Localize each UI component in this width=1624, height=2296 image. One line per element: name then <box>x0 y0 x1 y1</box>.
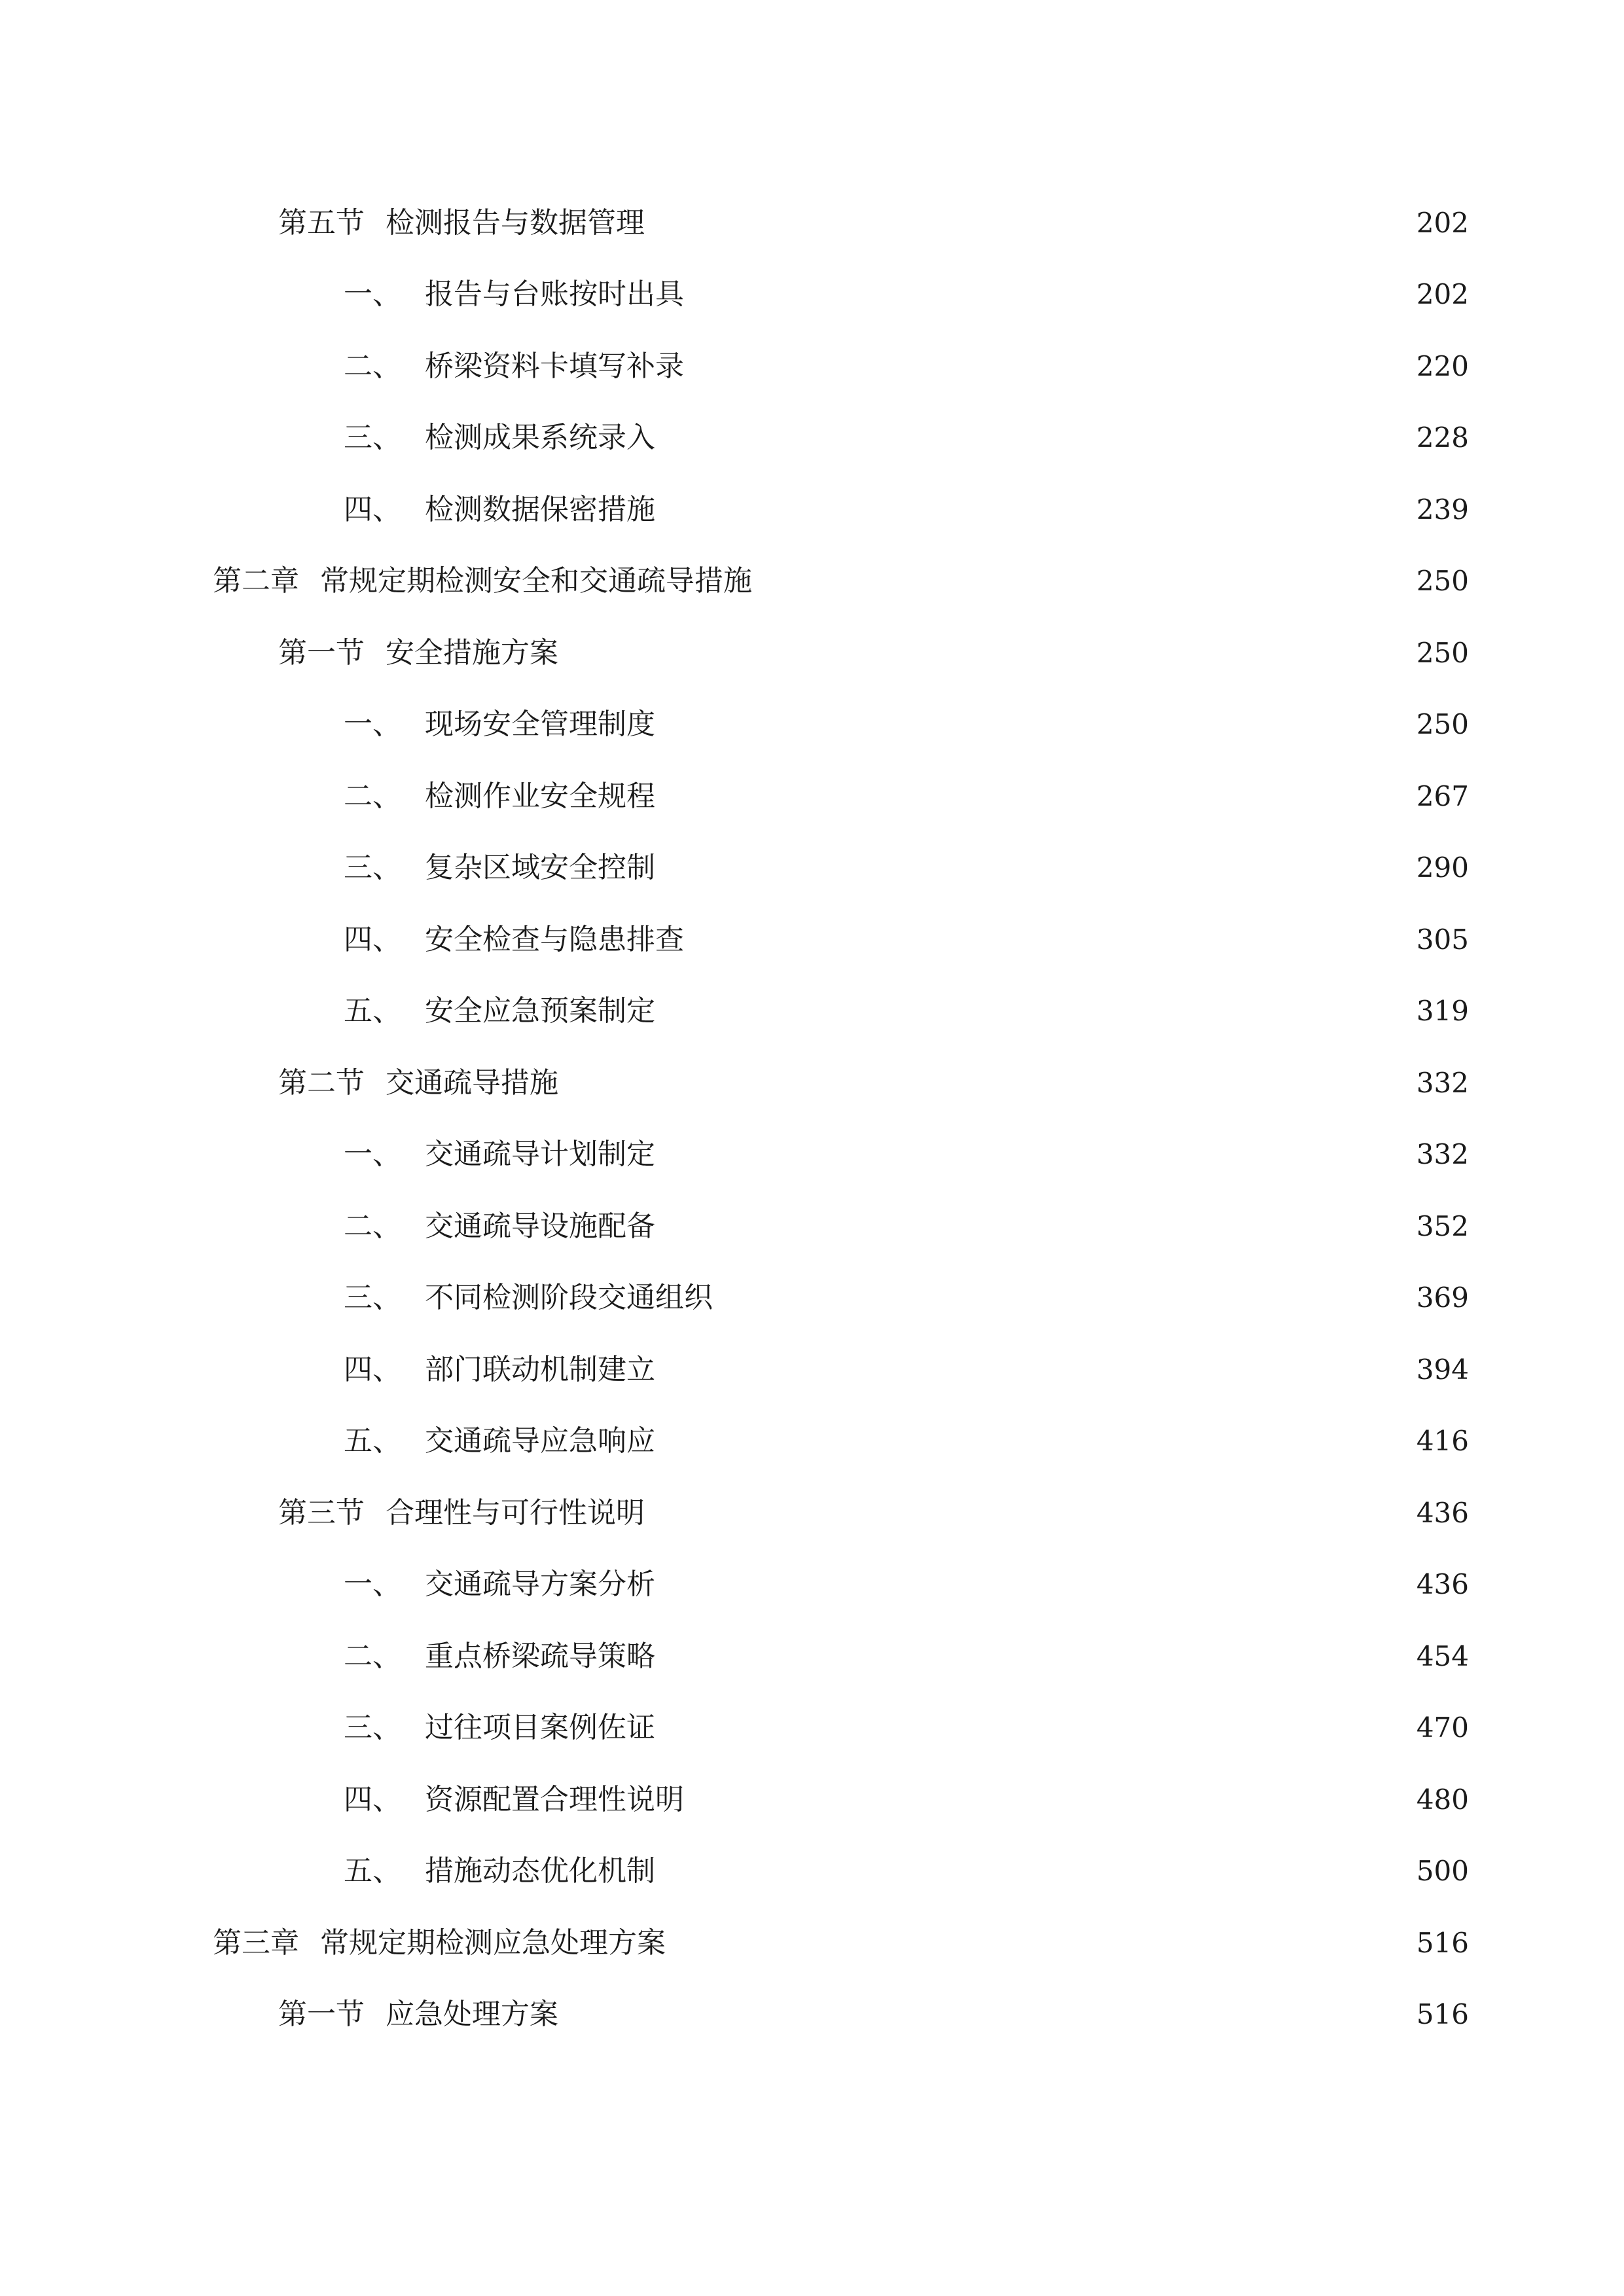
dot-leader <box>660 1713 1402 1742</box>
toc-page-number: 228 <box>1416 422 1469 454</box>
dot-leader <box>650 1499 1402 1528</box>
toc-page-number: 516 <box>1416 1926 1469 1959</box>
toc-entry-title: 交通疏导措施 <box>386 1066 558 1100</box>
toc-entry-number: 第三节 <box>278 1496 365 1530</box>
toc-subsection-entry[interactable] <box>0 1549 1624 1621</box>
toc-subsection-entry[interactable] <box>0 1191 1624 1263</box>
toc-entry-title: 交通疏导应急响应 <box>425 1424 655 1458</box>
toc-entry-title: 桥梁资料卡填写补录 <box>425 349 684 383</box>
toc-page-number: 470 <box>1416 1712 1469 1744</box>
toc-entry-number: 一、 <box>344 1568 401 1602</box>
toc-page-number: 250 <box>1416 565 1469 598</box>
dot-leader <box>757 567 1402 596</box>
dot-leader <box>660 1857 1402 1886</box>
toc-entry-title: 安全应急预案制定 <box>425 994 655 1028</box>
toc-page-number: 202 <box>1416 278 1469 311</box>
toc-page-number: 369 <box>1416 1282 1469 1314</box>
toc-entry-title: 常规定期检测应急处理方案 <box>320 1926 666 1960</box>
dot-leader <box>660 997 1402 1026</box>
toc-entry-title: 过往项目案例佐证 <box>425 1711 655 1745</box>
toc-section-entry[interactable] <box>0 1047 1624 1119</box>
toc-subsection-entry[interactable] <box>0 474 1624 546</box>
dot-leader <box>689 1785 1402 1814</box>
toc-section-entry[interactable] <box>0 617 1624 689</box>
toc-page-number: 436 <box>1416 1496 1469 1529</box>
toc-page-number: 319 <box>1416 995 1469 1028</box>
toc-entry-title: 报告与台账按时出具 <box>425 278 684 312</box>
toc-entry-title: 不同检测阶段交通组织 <box>425 1281 713 1315</box>
toc-subsection-entry[interactable] <box>0 1836 1624 1908</box>
toc-subsection-entry[interactable] <box>0 1334 1624 1406</box>
toc-entry-title: 检测作业安全规程 <box>425 779 655 813</box>
toc-entry-number: 一、 <box>344 708 401 742</box>
toc-entry-title: 交通疏导方案分析 <box>425 1568 655 1602</box>
toc-entry-title: 检测数据保密措施 <box>425 492 655 526</box>
dot-leader <box>660 853 1402 882</box>
dot-leader <box>660 710 1402 739</box>
dot-leader <box>660 495 1402 524</box>
toc-subsection-entry[interactable] <box>0 1263 1624 1335</box>
toc-entry-number: 三、 <box>344 421 401 455</box>
dot-leader <box>660 782 1402 811</box>
toc-subsection-entry[interactable] <box>0 833 1624 905</box>
toc-entry-number: 二、 <box>344 1209 401 1243</box>
toc-entry-title: 合理性与可行性说明 <box>386 1496 645 1530</box>
toc-page-number: 267 <box>1416 780 1469 812</box>
toc-entry-number: 一、 <box>344 278 401 312</box>
toc-entry-number: 三、 <box>344 1711 401 1745</box>
toc-subsection-entry[interactable] <box>0 761 1624 833</box>
toc-subsection-entry[interactable] <box>0 1406 1624 1478</box>
toc-page-number: 416 <box>1416 1425 1469 1458</box>
toc-entry-number: 五、 <box>344 1854 401 1888</box>
toc-entry-number: 四、 <box>344 922 401 956</box>
toc-entry-number: 第一节 <box>278 1998 365 2032</box>
toc-entry-title: 交通疏导计划制定 <box>425 1138 655 1172</box>
toc-entry-title: 交通疏导设施配备 <box>425 1209 655 1243</box>
toc-page-number: 516 <box>1416 1998 1469 2031</box>
toc-page-number: 480 <box>1416 1783 1469 1816</box>
toc-subsection-entry[interactable] <box>0 1764 1624 1836</box>
toc-entry-number: 五、 <box>344 1424 401 1458</box>
table-of-contents <box>0 187 1624 2051</box>
toc-chapter-entry[interactable] <box>0 1907 1624 1979</box>
toc-page-number: 332 <box>1416 1138 1469 1171</box>
dot-leader <box>671 1929 1402 1958</box>
dot-leader <box>660 1212 1402 1241</box>
dot-leader <box>564 1069 1402 1098</box>
toc-entry-title: 应急处理方案 <box>386 1998 558 2032</box>
dot-leader <box>564 639 1402 668</box>
toc-entry-number: 第二节 <box>278 1066 365 1100</box>
toc-subsection-entry[interactable] <box>0 1693 1624 1765</box>
toc-subsection-entry[interactable] <box>0 976 1624 1048</box>
toc-page-number: 436 <box>1416 1568 1469 1601</box>
toc-subsection-entry[interactable] <box>0 403 1624 475</box>
toc-entry-number: 二、 <box>344 349 401 383</box>
dot-leader <box>660 1570 1402 1599</box>
toc-entry-title: 检测成果系统录入 <box>425 421 655 455</box>
toc-entry-title: 检测报告与数据管理 <box>386 206 645 240</box>
toc-page-number: 239 <box>1416 493 1469 526</box>
toc-subsection-entry[interactable] <box>0 259 1624 331</box>
toc-subsection-entry[interactable] <box>0 1119 1624 1191</box>
toc-subsection-entry[interactable] <box>0 1621 1624 1693</box>
toc-entry-title: 现场安全管理制度 <box>425 708 655 742</box>
toc-entry-number: 三、 <box>344 1281 401 1315</box>
toc-page-number: 202 <box>1416 206 1469 239</box>
dot-leader <box>660 1355 1402 1384</box>
toc-page-number: 305 <box>1416 923 1469 956</box>
toc-entry-title: 复杂区域安全控制 <box>425 851 655 885</box>
toc-page-number: 332 <box>1416 1066 1469 1099</box>
toc-entry-number: 一、 <box>344 1138 401 1172</box>
dot-leader <box>689 352 1402 381</box>
toc-entry-title: 安全措施方案 <box>386 636 558 670</box>
toc-entry-number: 二、 <box>344 1639 401 1673</box>
dot-leader <box>660 423 1402 452</box>
toc-entry-number: 四、 <box>344 1782 401 1816</box>
dot-leader <box>650 209 1402 238</box>
toc-entry-title: 安全检查与隐患排查 <box>425 922 684 956</box>
toc-page-number: 250 <box>1416 636 1469 669</box>
toc-subsection-entry[interactable] <box>0 904 1624 976</box>
toc-entry-number: 第三章 <box>213 1926 299 1960</box>
toc-page-number: 250 <box>1416 708 1469 741</box>
toc-subsection-entry[interactable] <box>0 689 1624 761</box>
dot-leader <box>718 1283 1402 1312</box>
toc-entry-title: 措施动态优化机制 <box>425 1854 655 1888</box>
toc-entry-number: 第一节 <box>278 636 365 670</box>
toc-page-number: 394 <box>1416 1353 1469 1386</box>
dot-leader <box>660 1427 1402 1456</box>
toc-entry-title: 资源配置合理性说明 <box>425 1782 684 1816</box>
dot-leader <box>689 925 1402 954</box>
dot-leader <box>689 280 1402 309</box>
toc-page-number: 454 <box>1416 1640 1469 1672</box>
toc-page-number: 352 <box>1416 1210 1469 1242</box>
toc-entry-number: 四、 <box>344 492 401 526</box>
dot-leader <box>660 1140 1402 1169</box>
toc-entry-number: 四、 <box>344 1352 401 1386</box>
toc-entry-number: 第二章 <box>213 564 299 598</box>
toc-section-entry[interactable] <box>0 187 1624 259</box>
toc-entry-number: 三、 <box>344 851 401 885</box>
toc-entry-title: 部门联动机制建立 <box>425 1352 655 1386</box>
toc-entry-title: 重点桥梁疏导策略 <box>425 1639 655 1673</box>
toc-section-entry[interactable] <box>0 1477 1624 1549</box>
toc-entry-title: 常规定期检测安全和交通疏导措施 <box>320 564 752 598</box>
toc-subsection-entry[interactable] <box>0 331 1624 403</box>
dot-leader <box>660 1642 1402 1671</box>
dot-leader <box>564 2000 1402 2029</box>
toc-entry-number: 二、 <box>344 779 401 813</box>
toc-section-entry[interactable] <box>0 1979 1624 2051</box>
toc-page-number: 220 <box>1416 350 1469 382</box>
toc-page-number: 500 <box>1416 1855 1469 1888</box>
toc-entry-number: 五、 <box>344 994 401 1028</box>
toc-entry-number: 第五节 <box>278 206 365 240</box>
toc-page-number: 290 <box>1416 852 1469 884</box>
toc-chapter-entry[interactable] <box>0 546 1624 618</box>
